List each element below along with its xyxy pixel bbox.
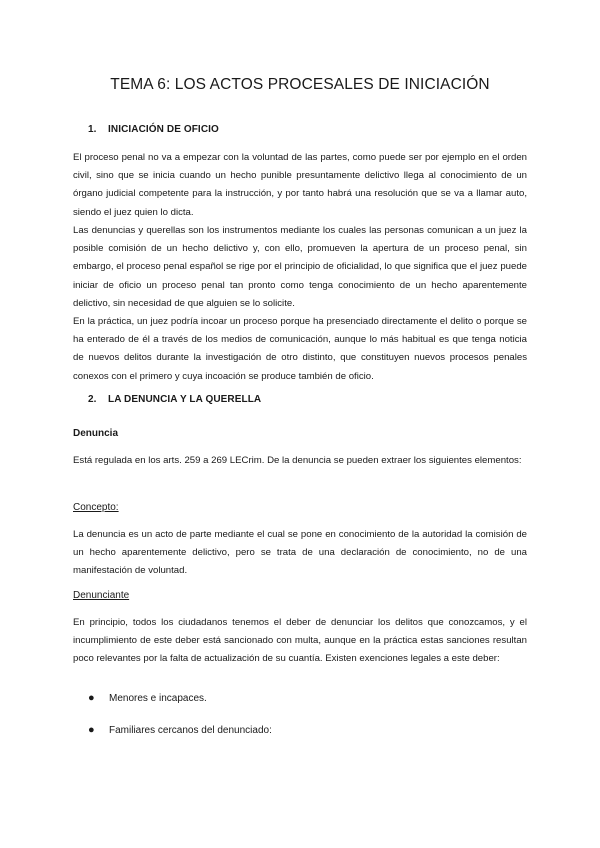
- paragraph: Las denuncias y querellas son los instrumentos mediante los cuales las personas comunican a un juez la posible comisión de un hecho delictivo y, con ello, promueven la apertura de un proceso penal, sin embargo, el proceso penal español se rige por el principio de oficialidad, lo que significa que el juez puede iniciar de oficio un proceso penal tan pronto como tenga conocimiento de un hecho aparentemente delictivo, sin necesidad de que alguien se lo solicite.: [73, 225, 527, 309]
- section-title: INICIACIÓN DE OFICIO: [108, 124, 219, 135]
- label-denunciante: Denunciante: [73, 590, 130, 601]
- bullet-icon: ●: [88, 724, 95, 736]
- list-item-text: Menores e incapaces.: [109, 693, 207, 704]
- bullet-icon: ●: [88, 692, 95, 704]
- paragraph: Está regulada en los arts. 259 a 269 LECrim. De la denuncia se pueden extraer los siguientes elementos:: [73, 455, 522, 466]
- section-number: 1.: [88, 124, 97, 135]
- section-number: 2.: [88, 394, 97, 405]
- label-concepto: Concepto:: [73, 502, 119, 513]
- section-heading-2: [88, 394, 261, 405]
- section-title: LA DENUNCIA Y LA QUERELLA: [108, 394, 262, 405]
- paragraph: En principio, todos los ciudadanos tenemos el deber de denunciar los delitos que conozcamos, y el incumplimiento de este deber está sancionado con multa, aunque en la práctica estas sanciones resultan poco relevantes por la falta de actualización de su cuantía. Existen exenciones legales a este deber:: [73, 617, 527, 665]
- paragraph: El proceso penal no va a empezar con la voluntad de las partes, como puede ser por ejemplo en el orden civil, sino que se inicia cuando un hecho punible presuntamente delictivo llega al conocimiento de un órgano judicial competente para la instrucción, y por tanto habrá una resolución que se va a llamar auto, siendo el juez quien lo dicta.: [73, 152, 527, 218]
- subheading-denuncia: Denuncia: [73, 428, 119, 439]
- paragraph: La denuncia es un acto de parte mediante el cual se pone en conocimiento de la autoridad la comisión de un hecho aparentemente delictivo, pero se trata de una declaración de conocimiento, no de una manifestación de voluntad.: [73, 529, 527, 577]
- list-item: [88, 692, 207, 704]
- list-item: [88, 724, 272, 736]
- section-heading-1: [88, 124, 219, 135]
- page-title: TEMA 6: LOS ACTOS PROCESALES DE INICIACIÓN: [110, 76, 490, 93]
- list-item-text: Familiares cercanos del denunciado:: [109, 725, 272, 736]
- paragraph: En la práctica, un juez podría incoar un proceso porque ha presenciado directamente el delito o porque se ha enterado de él a través de los medios de comunicación, aunque lo más habitual es que tenga noticia de nuevos delitos durante la investigación de otro distinto, que constituyen nuevos procesos penales conexos con el primero y cuya incoación se produce también de oficio.: [73, 316, 527, 382]
